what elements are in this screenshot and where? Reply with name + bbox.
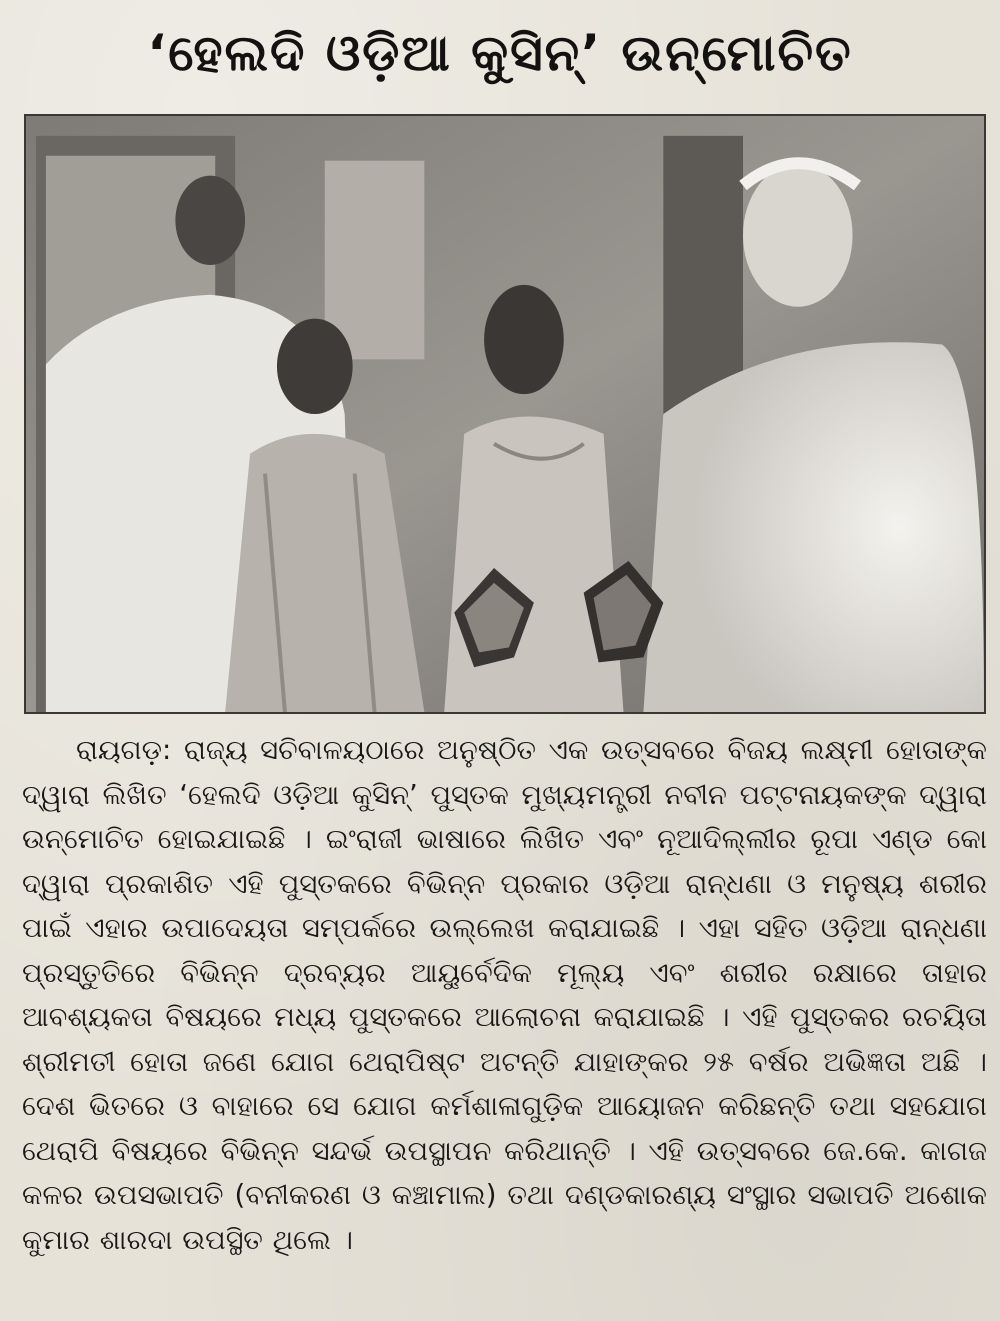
headline: ‘ହେଲଦି ଓଡ଼ିଆ କୁସିନ୍’ ଉନ୍ମୋଚିତ	[147, 24, 853, 82]
article-body	[22, 728, 987, 1262]
article-photo	[24, 114, 986, 714]
body-paragraph: ରାୟଗଡ଼: ରାଜ୍ୟ ସଚିବାଳୟଠାରେ ଅନୁଷ୍ଠିତ ଏକ ଉତ୍ସବରେ ବିଜୟ ଲକ୍ଷ୍ମୀ ହୋତାଙ୍କ ଦ୍ୱାରା ଲିଖିତ ‘ହେଲଦି ଓଡ଼ିଆ କୁସିନ୍’ ପୁସ୍ତକ ମୁଖ୍ୟମନ୍ତ୍ରୀ ନବୀନ ପଟ୍ଟନାୟକଙ୍କ ଦ୍ୱାରା ଉନ୍ମୋଚିତ ହୋଇଯାଇଛି । ଇଂରାଜୀ ଭାଷାରେ ଲିଖିତ ଏବଂ ନୂଆଦିଲ୍ଲୀର ରୂପା ଏଣ୍ଡ କୋ ଦ୍ୱାରା ପ୍ରକାଶିତ ଏହି ପୁସ୍ତକରେ ବିଭିନ୍ନ ପ୍ରକାର ଓଡ଼ିଆ ରାନ୍ଧଣା ଓ ମନୁଷ୍ୟ ଶରୀର ପାଇଁ ଏହାର ଉପାଦେୟତା ସମ୍ପର୍କରେ ଉଲ୍ଲେଖ କରାଯାଇଛି । ଏହା ସହିତ ଓଡ଼ିଆ ରାନ୍ଧଣା ପ୍ରସ୍ତୁତିରେ ବିଭିନ୍ନ ଦ୍ରବ୍ୟର ଆୟୁର୍ବେଦିକ ମୂଲ୍ୟ ଏବଂ ଶରୀର ରକ୍ଷାରେ ତାହାର ଆବଶ୍ୟକତା ବିଷୟରେ ମଧ୍ୟ ପୁସ୍ତକରେ ଆଲୋଚନା କରାଯାଇଛି । ଏହି ପୁସ୍ତକର ରଚୟିତା ଶ୍ରୀମତୀ ହୋତା ଜଣେ ଯୋଗ ଥେରାପିଷ୍ଟ ଅଟନ୍ତି ଯାହାଙ୍କର ୨୫ ବର୍ଷର ଅଭିଜ୍ଞତା ଅଛି । ଦେଶ ଭିତରେ ଓ ବାହାରେ ସେ ଯୋଗ କର୍ମଶାଳାଗୁଡ଼ିକ ଆୟୋଜନ କରିଛନ୍ତି ତଥା ସହଯୋଗ ଥେରାପି ବିଷୟରେ ବିଭିନ୍ନ ସନ୍ଦର୍ଭ ଉପସ୍ଥାପନ କରିଥାନ୍ତି । ଏହି ଉତ୍ସବରେ ଜେ.କେ. କାଗଜ କଳର ଉପସଭାପତି (ବନୀକରଣ ଓ କଞ୍ଚାମାଲ) ତଥା ଦଣ୍ଡକାରଣ୍ୟ ସଂସ୍ଥାର ସଭାପତି ଅଶୋକ କୁମାର ଶାରଦା ଉପସ୍ଥିତ ଥିଲେ ।	[22, 734, 987, 1256]
